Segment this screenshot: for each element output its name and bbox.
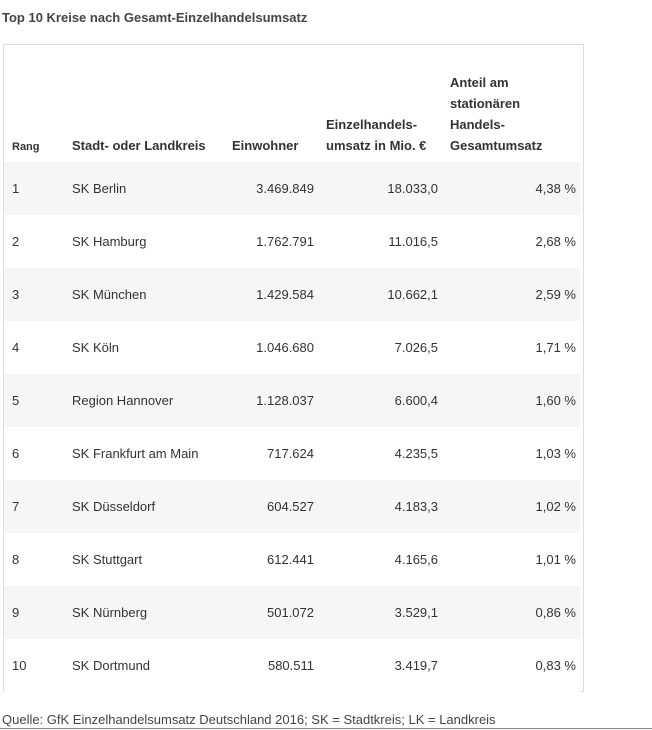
table-row <box>4 268 580 321</box>
table-row <box>4 639 580 692</box>
page-title: Top 10 Kreise nach Gesamt-Einzelhandelsumsatz <box>2 10 308 25</box>
data-table-container <box>3 44 584 692</box>
cell-share: 1,60 % <box>535 393 576 408</box>
cell-name: SK Köln <box>72 340 119 355</box>
cell-share: 1,03 % <box>535 446 576 461</box>
cell-name: Region Hannover <box>72 393 174 408</box>
table-row <box>4 374 580 427</box>
ranking-table <box>4 45 580 692</box>
cell-rank: 4 <box>12 340 20 355</box>
cell-population: 3.469.849 <box>256 181 314 196</box>
cell-share: 4,38 % <box>535 181 576 196</box>
cell-population: 1.762.791 <box>256 234 314 249</box>
cell-share: 2,68 % <box>535 234 576 249</box>
cell-share: 0,86 % <box>535 605 576 620</box>
table-row <box>4 321 580 374</box>
cell-population: 1.046.680 <box>256 340 314 355</box>
cell-revenue: 4.235,5 <box>394 446 438 461</box>
cell-rank: 8 <box>12 552 20 567</box>
header-revenue: Einzelhandels- umsatz in Mio. € <box>326 117 427 153</box>
cell-name: SK München <box>72 287 147 302</box>
cell-revenue: 3.529,1 <box>394 605 438 620</box>
cell-share: 2,59 % <box>535 287 576 302</box>
cell-population: 501.072 <box>267 605 314 620</box>
cell-name: SK Dortmund <box>72 658 151 673</box>
cell-revenue: 4.165,6 <box>394 552 438 567</box>
source-note: Quelle: GfK Einzelhandelsumsatz Deutschland 2016; SK = Stadtkreis; LK = Landkreis <box>2 712 496 727</box>
cell-population: 612.441 <box>267 552 314 567</box>
cell-population: 1.429.584 <box>256 287 314 302</box>
cell-population: 580.511 <box>267 658 314 673</box>
cell-name: SK Düsseldorf <box>72 499 156 514</box>
cell-name: SK Frankfurt am Main <box>72 446 199 461</box>
cell-share: 1,01 % <box>535 552 576 567</box>
cell-revenue: 7.026,5 <box>394 340 438 355</box>
cell-rank: 6 <box>12 446 20 461</box>
cell-rank: 7 <box>12 499 20 514</box>
cell-revenue: 11.016,5 <box>388 234 438 249</box>
cell-name: SK Berlin <box>72 181 127 196</box>
cell-revenue: 18.033,0 <box>387 181 438 196</box>
header-population: Einwohner <box>232 138 299 153</box>
cell-population: 717.624 <box>267 446 314 461</box>
table-header-row <box>4 45 580 162</box>
cell-name: SK Stuttgart <box>72 552 143 567</box>
table-row <box>4 533 580 586</box>
header-rank: Rang <box>12 141 40 153</box>
cell-share: 0,83 % <box>535 658 576 673</box>
cell-population: 1.128.037 <box>256 393 314 408</box>
table-row <box>4 215 580 268</box>
header-name: Stadt- oder Landkreis <box>72 138 206 153</box>
cell-population: 604.527 <box>267 499 314 514</box>
table-row <box>4 162 580 215</box>
header-share: Anteil am stationären Handels- Gesamtumsatz <box>450 75 543 153</box>
cell-name: SK Hamburg <box>72 234 147 249</box>
cell-rank: 9 <box>12 605 20 620</box>
cell-revenue: 6.600,4 <box>394 393 438 408</box>
cell-name: SK Nürnberg <box>72 605 148 620</box>
cell-rank: 1 <box>12 181 20 196</box>
table-body <box>4 162 580 692</box>
cell-rank: 3 <box>12 287 20 302</box>
table-row <box>4 586 580 639</box>
cell-rank: 5 <box>12 393 20 408</box>
cell-share: 1,71 % <box>535 340 576 355</box>
cell-revenue: 10.662,1 <box>387 287 438 302</box>
cell-revenue: 3.419,7 <box>394 658 438 673</box>
bottom-divider <box>0 728 652 729</box>
cell-revenue: 4.183,3 <box>394 499 438 514</box>
cell-rank: 10 <box>12 658 27 673</box>
cell-rank: 2 <box>12 234 20 249</box>
table-row <box>4 480 580 533</box>
cell-share: 1,02 % <box>535 499 576 514</box>
table-row <box>4 427 580 480</box>
